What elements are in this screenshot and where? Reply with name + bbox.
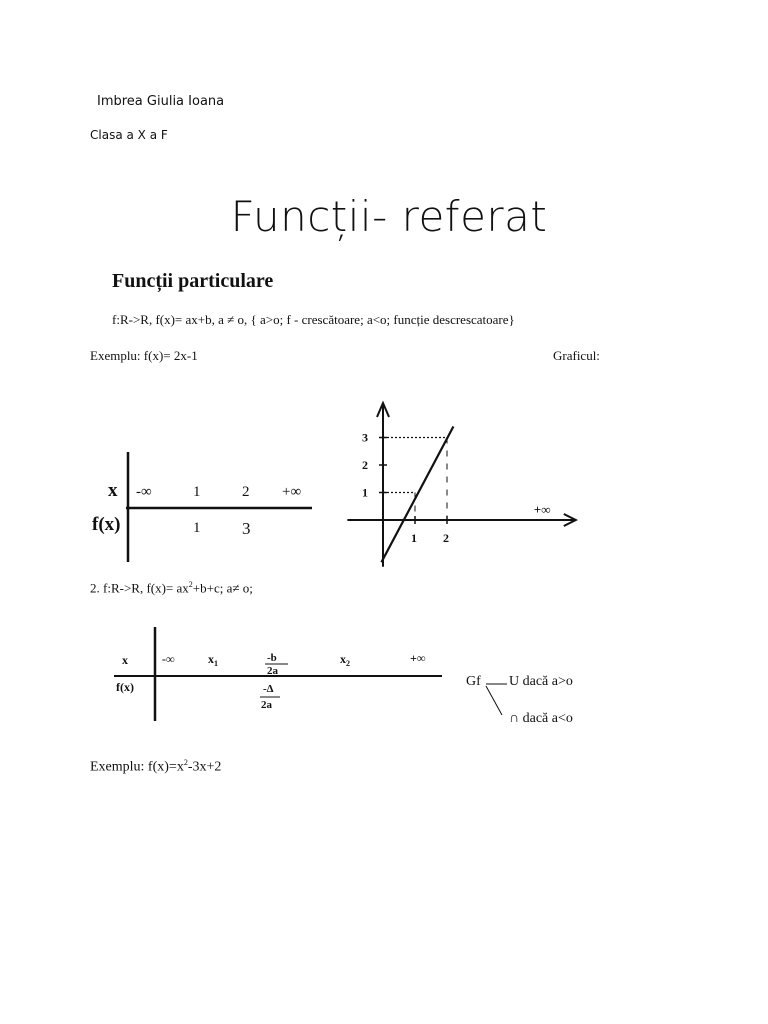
graph-label: Graficul: [553,348,600,363]
x-tick-label: 2 [443,531,449,545]
table-x-value: 2 [242,484,250,500]
minus-infinity: -∞ [162,652,175,666]
document-title: Funcții- referat [230,192,548,241]
exponent: 2 [188,580,193,589]
y-tick-label: 2 [362,458,368,472]
quadratic-example-main: Exemplu: f(x)=x [90,759,184,775]
fx-numerator: -Δ [263,683,274,695]
x-tick-label: 1 [411,531,417,545]
table-row-x-label: x [108,480,118,501]
y-tick-label: 1 [362,485,368,500]
quadratic-definition [90,580,253,596]
table-fx-value: 3 [242,519,251,538]
author-name: Imbrea Giulia Ioana [97,94,225,109]
fx-denominator: 2a [261,699,272,711]
linear-values-table [88,450,318,565]
exponent: 2 [183,758,188,767]
quadratic-table [110,625,450,725]
vertex-numerator: -b [267,652,277,664]
y-tick-label: 3 [362,430,368,445]
root-x1: $x_1$ [208,652,218,668]
gf-concave-note: ∩ dacă a<o [509,711,573,726]
linear-function-graph [340,390,600,570]
linear-definition: f:R->R, f(x)= ax+b, a ≠ o, { a>o; f - crescătoare; a<o; funcție descrescatoare} [112,312,515,327]
plus-infinity: +∞ [410,651,426,665]
table-row-fx-label: f(x) [116,680,134,694]
table-x-value: -∞ [136,484,152,500]
root-x2: $x_2$ [340,652,350,668]
section-heading: Funcții particulare [112,270,274,292]
quadratic-example-rest: -3x+2 [187,759,222,775]
table-x-value: +∞ [282,484,302,500]
table-x-value: 1 [193,484,201,500]
class-label: Clasa a X a F [90,128,168,142]
quadratic-example [90,758,221,776]
vertex-denominator: 2a [267,665,278,677]
linear-example: Exemplu: f(x)= 2x-1 [90,348,198,363]
quadratic-definition-rest: +b+c; a≠ o; [192,580,253,596]
table-row-fx-label: f(x) [92,514,121,535]
table-row-x-label: x [122,653,128,667]
x-axis-end-label: +∞ [533,502,551,517]
table-fx-value: 1 [193,520,201,536]
gf-convex-note: U dacă a>o [509,674,573,689]
quadratic-definition-main: 2. f:R->R, f(x)= ax [90,580,189,596]
gf-label: Gf [466,674,481,689]
